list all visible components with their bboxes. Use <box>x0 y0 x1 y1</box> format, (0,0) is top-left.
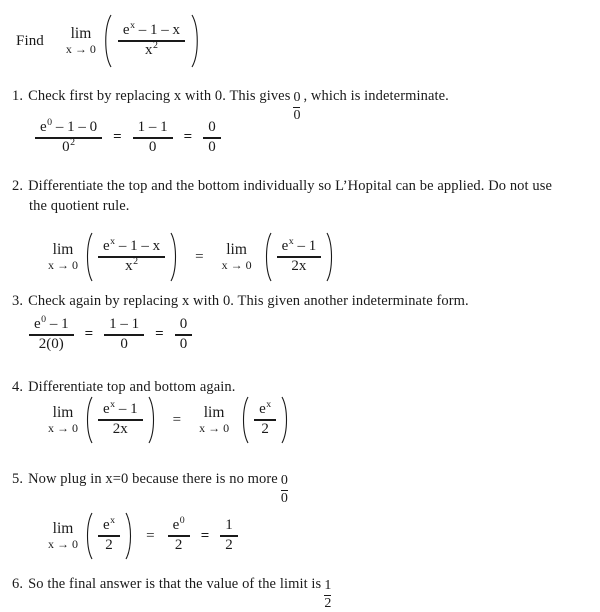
step-4-equation <box>44 396 292 444</box>
limit-subscript: x → 0 <box>48 537 78 552</box>
eq1-lhs-den-base: 0 <box>62 139 70 156</box>
step-3-equation <box>26 314 195 353</box>
step-4 <box>12 379 235 396</box>
step-5-text-before: Now plug in x=0 because there is no more <box>28 471 278 487</box>
left-paren-icon <box>262 232 273 282</box>
problem-statement <box>16 14 203 68</box>
step-2-equals: = <box>195 248 204 265</box>
eq1-rhs-fraction <box>203 120 221 156</box>
step-4-right-numerator <box>254 399 276 418</box>
step-4-equals: = <box>172 411 182 428</box>
limit-subscript: x → 0 <box>48 258 78 273</box>
eq1-lhs-num-rest: – 1 – 0 <box>55 119 98 135</box>
step-6-frac-num: 1 <box>324 578 332 593</box>
step-5 <box>12 471 291 506</box>
num-base: e <box>103 401 110 418</box>
step-5-lhs-numerator <box>98 515 120 534</box>
numerator-exponent: x <box>130 20 136 32</box>
den-base: x <box>125 258 133 275</box>
num-rest: – 1 <box>118 401 138 418</box>
limit-subscript: x → 0 <box>65 42 96 57</box>
num-base: e <box>259 401 266 418</box>
step-4-left-numerator <box>98 399 143 418</box>
num-exp: 0 <box>41 314 47 325</box>
limit-op-label: lim <box>226 241 247 259</box>
step-6 <box>12 576 334 611</box>
step-2-right-fraction <box>277 236 322 275</box>
eq3-lhs-denominator: 2(0) <box>38 336 64 353</box>
num-rest: – 1 <box>49 316 69 332</box>
eq1-lhs-num-base: e <box>40 119 47 135</box>
step-4-number: 4. <box>12 379 24 395</box>
step-4-right-limit <box>199 404 229 435</box>
limit-op-label: lim <box>203 404 225 422</box>
step-5-mid-fraction <box>168 515 190 554</box>
limit-subscript: x → 0 <box>48 421 78 436</box>
eq1-mid-numerator: 1 – 1 <box>137 119 168 135</box>
eq3-rhs-numerator: 0 <box>179 316 188 332</box>
step-4-text: Differentiate top and bottom again. <box>28 379 236 395</box>
eq3-rhs-denominator: 0 <box>179 336 188 353</box>
num-exp: x <box>266 399 272 411</box>
step-1-equation <box>32 117 224 156</box>
step-5-mid-denominator: 2 <box>174 537 183 554</box>
right-paren-icon <box>147 396 158 444</box>
left-paren-icon <box>83 396 94 444</box>
step-3 <box>12 293 469 310</box>
eq1-lhs-fraction <box>35 117 102 156</box>
step-5-rhs-numerator: 1 <box>225 517 233 534</box>
den-exp: 2 <box>133 256 139 268</box>
step-3-number: 3. <box>12 293 24 309</box>
step-1-inline-fraction <box>293 91 300 124</box>
eq1-lhs-denominator <box>57 137 80 156</box>
left-paren-icon <box>239 396 250 444</box>
step-4-left-denominator: 2x <box>112 421 128 438</box>
right-paren-icon <box>124 512 135 560</box>
step-2-text-line1: Differentiate the top and the bottom individually so L’Hopital can be applied. Do not use <box>28 178 553 194</box>
denominator-base: x <box>145 42 153 59</box>
step-1-number: 1. <box>12 88 24 104</box>
step-4-left-fraction <box>98 399 143 438</box>
eq3-mid-denominator: 0 <box>120 336 128 353</box>
limit-op-label: lim <box>70 25 92 43</box>
num-rest: – 1 – x <box>118 238 161 255</box>
left-paren-icon <box>83 512 94 560</box>
step-1 <box>12 88 449 123</box>
step-5-equals-2: = <box>200 527 210 544</box>
eq1-rhs-numerator: 0 <box>208 119 216 135</box>
step-5-frac-num: 0 <box>280 473 288 488</box>
step-3-text: Check again by replacing x with 0. This given another indeterminate form. <box>28 293 469 309</box>
step-2-right-limit <box>222 241 252 272</box>
step-2-left-numerator <box>98 236 165 255</box>
step-1-text-before: Check first by replacing x with 0. This gives <box>28 88 291 104</box>
step-2-right-numerator <box>277 236 322 255</box>
step-6-frac-den: 2 <box>324 595 332 611</box>
step-2-equation <box>44 232 337 282</box>
eq3-lhs-numerator <box>29 314 74 333</box>
step-1-frac-den: 0 <box>293 107 301 123</box>
num-base: e <box>103 238 110 255</box>
num-rest: – 1 <box>297 238 317 255</box>
step-5-inline-fraction <box>281 474 288 507</box>
step-4-left-limit <box>48 404 78 435</box>
right-paren-icon <box>190 14 202 68</box>
num-exp: 0 <box>179 515 185 527</box>
step-5-frac-den: 0 <box>280 490 288 506</box>
step-6-inline-fraction <box>324 579 331 612</box>
eq1-mid-fraction <box>133 120 173 156</box>
limit-subscript: x → 0 <box>199 421 230 436</box>
step-2-left-limit <box>48 241 78 272</box>
right-paren-icon <box>280 396 291 444</box>
num-base: e <box>34 316 41 332</box>
step-5-lhs-denominator: 2 <box>105 537 113 554</box>
num-exp: x <box>110 515 116 527</box>
step-1-text-after: , which is indeterminate. <box>303 88 449 104</box>
step-2-left-fraction <box>98 236 165 275</box>
eq3-lhs-fraction <box>29 314 74 353</box>
eq1-lhs-den-exp: 2 <box>70 137 76 149</box>
step-2-number: 2. <box>12 178 24 194</box>
eq1-lhs-num-exp: 0 <box>47 117 53 128</box>
eq3-mid-fraction <box>104 317 144 353</box>
step-1-frac-num: 0 <box>293 90 301 105</box>
left-paren-icon <box>101 14 113 68</box>
step-2-left-denominator <box>120 256 143 275</box>
step-5-equation <box>44 512 241 560</box>
limit-op-label: lim <box>52 404 74 422</box>
step-5-mid-numerator <box>168 515 190 534</box>
step-5-lhs-fraction <box>98 515 120 554</box>
problem-numerator <box>118 20 185 39</box>
step-5-equals-1: = <box>146 527 155 544</box>
problem-denominator <box>140 40 163 59</box>
num-base: e <box>103 517 110 534</box>
num-exp: x <box>110 399 116 411</box>
step-4-right-denominator: 2 <box>261 421 269 438</box>
eq1-equals-2: = <box>183 129 193 146</box>
eq3-equals-2: = <box>155 326 164 343</box>
num-base: e <box>172 517 180 534</box>
step-2 <box>12 178 552 195</box>
eq1-mid-denominator: 0 <box>148 139 157 156</box>
step-2-right-denominator: 2x <box>291 258 307 275</box>
num-exp: x <box>110 236 116 248</box>
step-5-number: 5. <box>12 471 24 487</box>
limit-subscript: x → 0 <box>221 258 252 273</box>
denominator-exponent: 2 <box>153 40 158 52</box>
step-2-text-line2: the quotient rule. <box>29 198 130 214</box>
numerator-rest: – 1 – x <box>138 22 181 39</box>
num-base: e <box>281 238 289 255</box>
step-5-limit <box>48 520 78 551</box>
step-4-right-fraction <box>254 399 276 438</box>
step-5-rhs-fraction <box>220 518 238 554</box>
problem-fraction <box>118 20 185 59</box>
limit-op-label: lim <box>52 520 74 538</box>
left-paren-icon <box>83 232 94 282</box>
num-exp: x <box>288 236 294 248</box>
limit-op-label: lim <box>52 241 74 259</box>
eq3-rhs-fraction <box>175 317 193 353</box>
step-6-text-before: So the final answer is that the value of the limit is <box>28 576 322 592</box>
limit-operator <box>66 25 96 56</box>
eq3-equals-1: = <box>84 326 94 343</box>
eq1-rhs-denominator: 0 <box>208 139 216 156</box>
eq1-lhs-numerator <box>35 117 102 136</box>
step-6-number: 6. <box>12 576 24 592</box>
step-5-rhs-denominator: 2 <box>225 537 233 554</box>
right-paren-icon <box>325 232 336 282</box>
right-paren-icon <box>169 232 180 282</box>
eq1-equals-1: = <box>113 129 122 146</box>
eq3-mid-numerator: 1 – 1 <box>109 316 140 332</box>
numerator-base: e <box>122 22 130 39</box>
prompt-label: Find <box>16 32 44 49</box>
